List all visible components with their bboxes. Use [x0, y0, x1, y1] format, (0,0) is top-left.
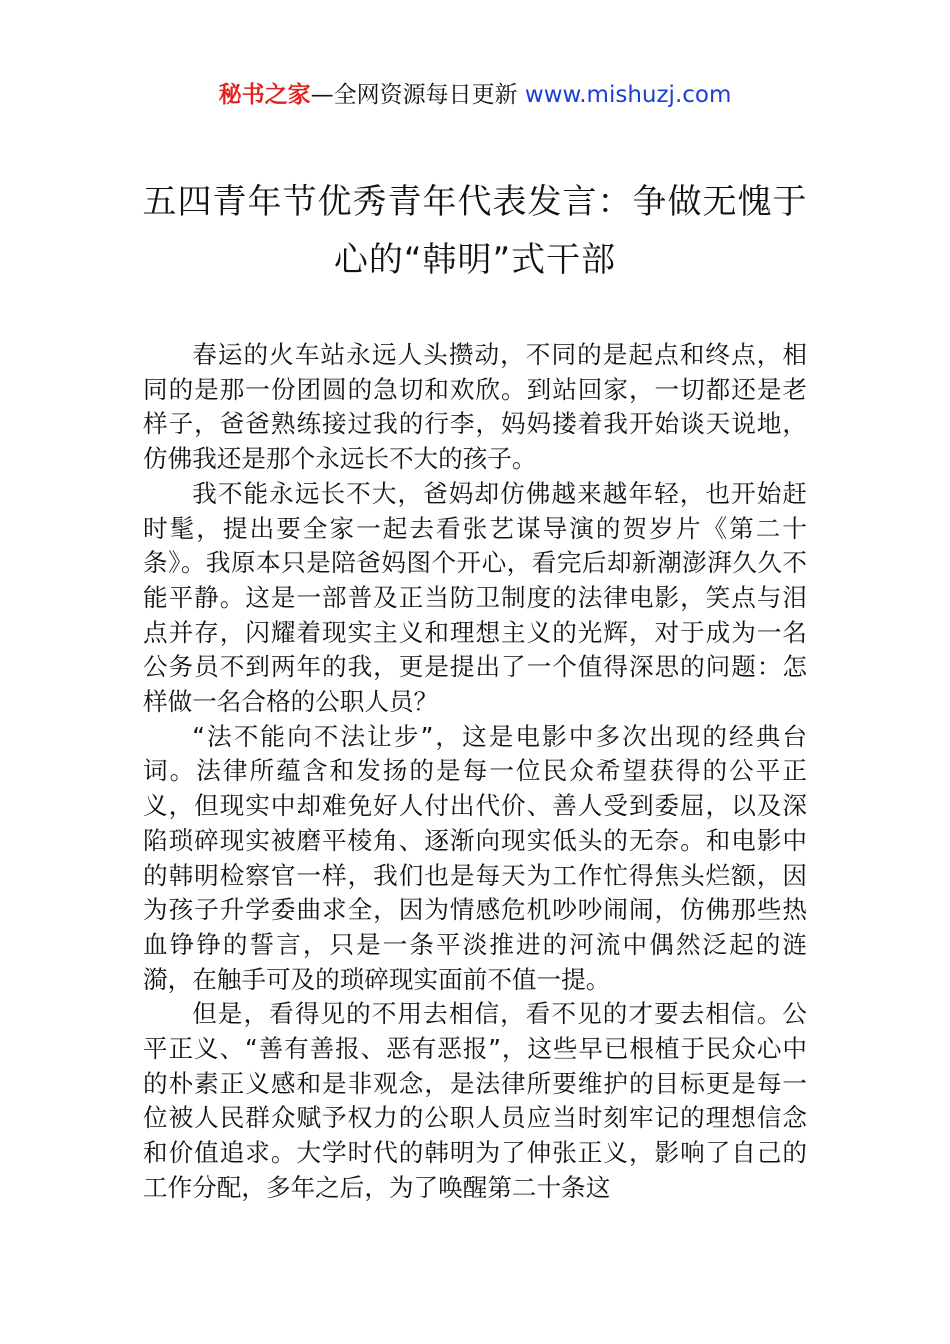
document-title: 五四青年节优秀青年代表发言：争做无愧于心的“韩明”式干部	[142, 182, 808, 280]
brand-name: 秘书之家	[218, 82, 311, 108]
header-tagline: —全网资源每日更新	[310, 82, 525, 108]
site-header	[0, 78, 950, 112]
paragraph: 春运的火车站永远人头攒动，不同的是起点和终点，相同的是那一份团圆的急切和欢欣。到站回家，一切都还是老样子，爸爸熟练接过我的行李，妈妈搂着我开始谈天说地，仿佛我还是那个永远长不大的孩子。	[143, 340, 807, 474]
paragraph: 但是，看得见的不用去相信，看不见的才要去相信。公平正义、“善有善报、恶有恶报”，这些早已根植于民众心中的朴素正义感和是非观念，是法律所要维护的目标更是每一位被人民群众赋予权力的公职人员应当时刻牢记的理想信念和价值追求。大学时代的韩明为了伸张正义，影响了自己的工作分配，多年之后，为了唤醒第二十条这	[143, 999, 807, 1202]
paragraph: “法不能向不法让步”，这是电影中多次出现的经典台词。法律所蕴含和发扬的是每一位民众希望获得的公平正义，但现实中却难免好人付出代价、善人受到委屈，以及深陷琐碎现实被磨平棱角、逐渐向现实低头的无奈。和电影中的韩明检察官一样，我们也是每天为工作忙得焦头烂额，因为孩子升学委曲求全，因为情感危机吵吵闹闹，仿佛那些热血铮铮的誓言，只是一条平淡推进的河流中偶然泛起的涟漪，在触手可及的琐碎现实面前不值一提。	[143, 721, 807, 994]
site-url[interactable]: www.mishuzj.com	[524, 82, 732, 108]
paragraph: 我不能永远长不大，爸妈却仿佛越来越年轻，也开始赶时髦，提出要全家一起去看张艺谋导演的贺岁片《第二十条》。我原本只是陪爸妈图个开心，看完后却新潮澎湃久久不能平静。这是一部普及正当防卫制度的法律电影，笑点与泪点并存，闪耀着现实主义和理想主义的光辉，对于成为一名公务员不到两年的我，更是提出了一个值得深思的问题：怎样做一名合格的公职人员？	[143, 478, 807, 717]
document-body	[143, 338, 807, 1206]
